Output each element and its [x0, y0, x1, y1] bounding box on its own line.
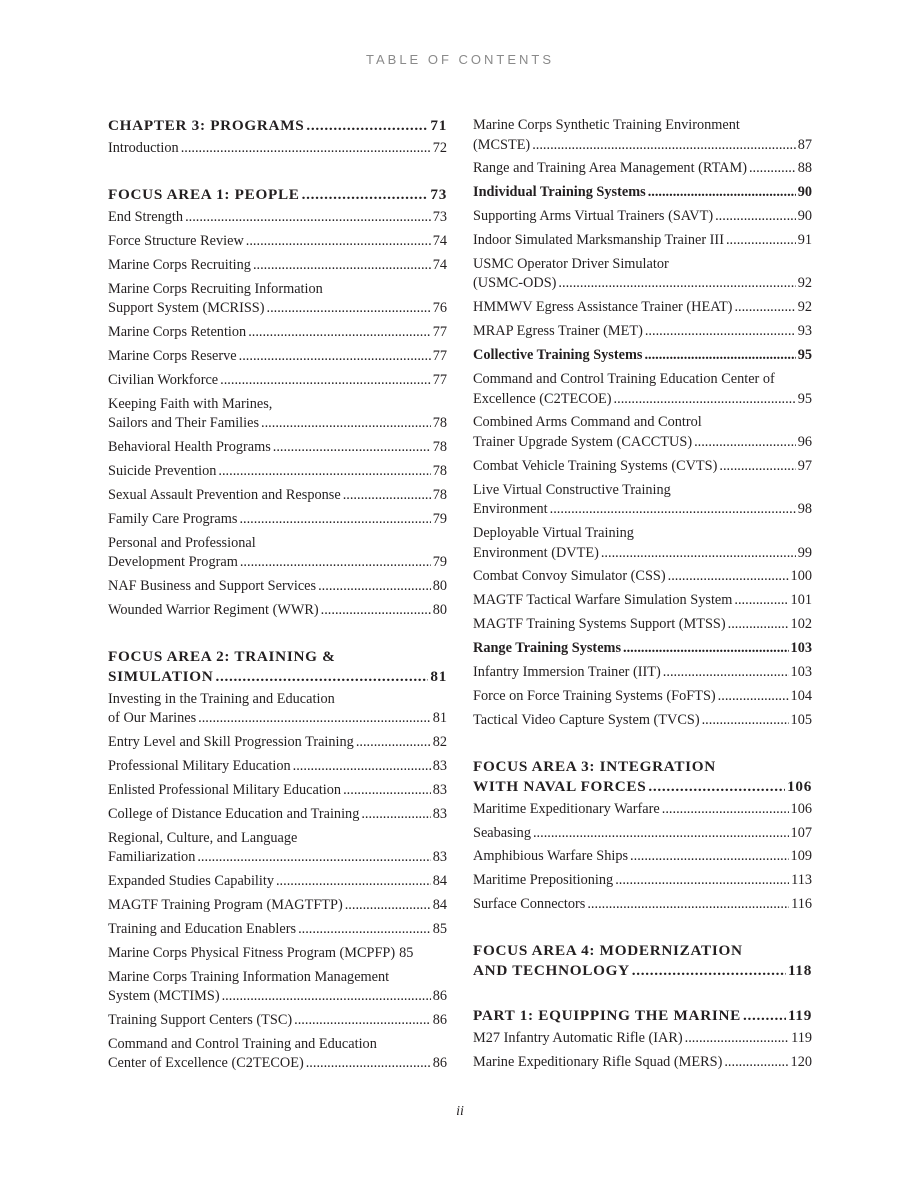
toc-entry[interactable]: [108, 438, 447, 458]
toc-subsection-heading[interactable]: [473, 346, 812, 366]
dot-leader: [246, 232, 431, 252]
dot-leader: [630, 847, 789, 867]
toc-entry-title: Combined Arms Command and Control: [473, 414, 702, 431]
toc-entry-title: Civilian Workforce: [108, 371, 219, 388]
toc-entry[interactable]: [473, 322, 812, 342]
toc-page-number: 90: [797, 208, 812, 225]
toc-section-heading[interactable]: [108, 116, 447, 136]
toc-entry-title: Trainer Upgrade System (CACCTUS): [473, 433, 693, 450]
toc-section-heading[interactable]: [473, 1006, 812, 1026]
toc-entry-title: Suicide Prevention: [108, 462, 217, 479]
toc-page-number: 86: [432, 1055, 447, 1072]
toc-entry-title: Environment: [473, 501, 548, 518]
toc-entry-title: Range and Training Area Management (RTAM): [473, 160, 747, 177]
toc-entry-title: Personal and Professional: [108, 534, 256, 551]
toc-page-number: 106: [787, 777, 812, 795]
toc-page-number: 119: [787, 1007, 812, 1025]
toc-page-number: 105: [790, 711, 812, 728]
toc-entry[interactable]: [473, 711, 812, 731]
toc-page-number: 99: [797, 544, 812, 561]
toc-entry-title: Amphibious Warfare Ships: [473, 848, 629, 865]
toc-entry-title: CHAPTER 3: PROGRAMS: [108, 117, 305, 134]
toc-entry[interactable]: [473, 413, 812, 452]
dot-leader: [601, 544, 796, 564]
toc-entry-title: FOCUS AREA 2: TRAINING &: [108, 647, 336, 665]
toc-section-heading[interactable]: [108, 647, 447, 687]
section-gap: [108, 625, 447, 647]
dot-leader: [724, 1053, 788, 1073]
toc-entry-title: FOCUS AREA 3: INTEGRATION: [473, 757, 716, 775]
toc-entry[interactable]: [473, 457, 812, 477]
dot-leader: [668, 567, 789, 587]
dot-leader: [532, 136, 796, 156]
toc-page-number: 77: [432, 371, 447, 388]
toc-entry-title: Marine Corps Recruiting Information: [108, 280, 323, 297]
toc-right-column: [473, 116, 812, 1077]
toc-entry[interactable]: [108, 577, 447, 597]
toc-entry-title: Familiarization: [108, 849, 196, 866]
toc-page-number: 78: [432, 486, 447, 503]
toc-page-number: 74: [432, 232, 447, 249]
toc-entry-title: Entry Level and Skill Progression Training: [108, 734, 354, 751]
dot-leader: [239, 347, 431, 367]
toc-entry-title: Indoor Simulated Marksmanship Trainer III: [473, 232, 724, 249]
toc-entry-title: Sailors and Their Families: [108, 415, 260, 432]
toc-entry-title: Professional Military Education: [108, 758, 291, 775]
toc-entry-title: Force on Force Training Systems (FoFTS): [473, 687, 716, 704]
dot-leader: [615, 871, 789, 891]
toc-entry-title: (MCSTE): [473, 136, 531, 153]
toc-page-number: 92: [797, 299, 812, 316]
toc-section-heading[interactable]: [473, 941, 812, 981]
dot-leader: [718, 687, 789, 707]
dot-leader: [240, 553, 431, 573]
toc-entry[interactable]: [473, 207, 812, 227]
toc-page-number: 90: [797, 184, 812, 201]
toc-entry[interactable]: [108, 805, 447, 825]
page-number: ii: [456, 1104, 464, 1119]
toc-page-number: 86: [432, 1012, 447, 1029]
toc-page-number: 95: [797, 390, 812, 407]
dot-leader: [558, 274, 795, 294]
toc-entry[interactable]: [108, 256, 447, 276]
dot-leader: [321, 601, 431, 621]
toc-entry[interactable]: [473, 871, 812, 891]
toc-entry[interactable]: [108, 323, 447, 343]
toc-page-number: 104: [790, 687, 812, 704]
dot-leader: [239, 510, 430, 530]
toc-entry-title: Marine Corps Physical Fitness Program (MCPFP): [108, 944, 396, 961]
toc-entry-title: Combat Vehicle Training Systems (CVTS): [473, 457, 718, 474]
dot-leader: [253, 256, 431, 276]
toc-entry-title: Live Virtual Constructive Training: [473, 481, 671, 498]
toc-entry-title: Wounded Warrior Regiment (WWR): [108, 601, 319, 618]
section-gap: [473, 919, 812, 941]
toc-entry[interactable]: [108, 920, 447, 940]
section-gap: [473, 735, 812, 757]
dot-leader: [743, 1006, 786, 1026]
toc-entry-title: Maritime Expeditionary Warfare: [473, 800, 660, 817]
toc-entry-title: Force Structure Review: [108, 232, 244, 249]
toc-entry-title: Center of Excellence (C2TECOE): [108, 1055, 304, 1072]
dot-leader: [197, 848, 430, 868]
toc-page-number: 77: [432, 323, 447, 340]
toc-entry[interactable]: [473, 591, 812, 611]
toc-entry[interactable]: [108, 733, 447, 753]
dot-leader: [298, 920, 431, 940]
dot-leader: [294, 1011, 431, 1031]
toc-entry-title: HMMWV Egress Assistance Trainer (HEAT): [473, 299, 733, 316]
toc-entry[interactable]: [473, 231, 812, 251]
toc-entry-title: AND TECHNOLOGY: [473, 962, 630, 980]
toc-entry[interactable]: [108, 208, 447, 228]
dot-leader: [702, 711, 789, 731]
toc-entry-title: PART 1: EQUIPPING THE MARINE: [473, 1007, 741, 1025]
dot-leader: [185, 208, 431, 228]
toc-page-number: 84: [432, 873, 447, 890]
toc-entry[interactable]: [108, 371, 447, 391]
toc-entry-title: End Strength: [108, 208, 184, 225]
dot-leader: [306, 1054, 431, 1074]
toc-entry-title: Marine Expeditionary Rifle Squad (MERS): [473, 1054, 723, 1071]
toc-entry[interactable]: [473, 524, 812, 563]
toc-page-number: 120: [790, 1054, 812, 1071]
toc-entry-title: Introduction: [108, 140, 179, 156]
toc-entry-title: Enlisted Professional Military Education: [108, 781, 342, 798]
toc-entry[interactable]: [473, 1053, 812, 1073]
toc-section-heading[interactable]: [473, 757, 812, 797]
toc-entry-title: Combat Convoy Simulator (CSS): [473, 568, 666, 585]
section-gap: [108, 163, 447, 185]
dot-leader: [734, 298, 795, 318]
dot-leader: [293, 757, 431, 777]
dot-leader: [648, 777, 785, 797]
toc-page-number: 103: [790, 640, 812, 657]
toc-page-number: 79: [432, 510, 447, 527]
toc-page-number: 106: [790, 800, 812, 817]
toc-page-number: 92: [797, 275, 812, 292]
toc-page-number: 86: [432, 988, 447, 1005]
dot-leader: [198, 709, 431, 729]
toc-entry-title: Maritime Prepositioning: [473, 872, 614, 889]
toc-entry[interactable]: [473, 847, 812, 867]
dot-leader: [267, 299, 431, 319]
toc-entry-title: Command and Control Training and Education: [108, 1035, 377, 1052]
toc-page-number: 93: [797, 323, 812, 340]
toc-entry[interactable]: [108, 1035, 447, 1074]
toc-entry[interactable]: [473, 615, 812, 635]
toc-entry[interactable]: [473, 1029, 812, 1049]
toc-entry-title: Seabasing: [473, 824, 531, 841]
toc-page-number: 76: [432, 300, 447, 317]
toc-entry-title: MAGTF Training Program (MAGTFTP): [108, 896, 343, 913]
toc-page-number: 95: [797, 347, 812, 364]
toc-entry[interactable]: [473, 370, 812, 409]
toc-entry-title: Training Support Centers (TSC): [108, 1012, 293, 1029]
dot-leader: [222, 987, 431, 1007]
toc-entry-title: Marine Corps Reserve: [108, 347, 237, 364]
dot-leader: [728, 615, 789, 635]
dot-leader: [215, 667, 428, 687]
toc-left-column: [108, 116, 447, 1078]
toc-entry-title: of Our Marines: [108, 710, 197, 727]
dot-leader: [273, 438, 431, 458]
dot-leader: [302, 185, 429, 205]
toc-page-number: 85: [399, 944, 414, 961]
toc-section-heading[interactable]: [108, 185, 447, 205]
dot-leader: [648, 183, 796, 203]
toc-page-number: 80: [432, 601, 447, 618]
toc-page-number: 119: [791, 1030, 812, 1047]
toc-entry[interactable]: [473, 800, 812, 820]
toc-page-number: 107: [790, 824, 812, 841]
toc-entry-title: Marine Corps Recruiting: [108, 256, 251, 273]
toc-entry-title: Keeping Faith with Marines,: [108, 395, 273, 412]
toc-page-number: 97: [797, 457, 812, 474]
toc-entry[interactable]: [108, 486, 447, 506]
toc-page-number: 101: [790, 592, 812, 609]
dot-leader: [550, 500, 796, 520]
toc-page-number: 118: [787, 962, 812, 980]
toc-entry-title: Marine Corps Retention: [108, 323, 247, 340]
toc-entry-title: MAGTF Tactical Warfare Simulation System: [473, 592, 733, 609]
dot-leader: [248, 323, 431, 343]
toc-page-number: 116: [791, 896, 812, 913]
toc-entry-title: (USMC-ODS): [473, 275, 557, 292]
toc-entry[interactable]: [108, 757, 447, 777]
toc-entry-title: Regional, Culture, and Language: [108, 829, 298, 846]
toc-entry-title: Supporting Arms Virtual Trainers (SAVT): [473, 208, 714, 225]
toc-entry[interactable]: [108, 968, 447, 1007]
toc-entry-title: WITH NAVAL FORCES: [473, 777, 647, 795]
toc-entry-title: Support System (MCRISS): [108, 300, 265, 317]
toc-entry-title: Development Program: [108, 554, 238, 571]
toc-page-number: 73: [432, 208, 447, 225]
toc-page-number: 73: [430, 185, 447, 203]
toc-entry-title: Marine Corps Training Information Management: [108, 968, 390, 985]
toc-subsection-heading[interactable]: [473, 183, 812, 203]
toc-entry[interactable]: [473, 663, 812, 683]
toc-entry-title: Infantry Immersion Trainer (IIT): [473, 664, 661, 681]
dot-leader: [533, 824, 789, 844]
dot-leader: [220, 371, 431, 391]
toc-entry[interactable]: [473, 481, 812, 520]
toc-entry-title: NAF Business and Support Services: [108, 577, 317, 594]
toc-entry[interactable]: [473, 255, 812, 294]
dot-leader: [644, 346, 795, 366]
toc-page-number: 91: [797, 232, 812, 249]
toc-entry-title: Command and Control Training Education Center of: [473, 371, 775, 388]
toc-entry[interactable]: [108, 510, 447, 530]
dot-leader: [343, 486, 431, 506]
toc-entry-title: Expanded Studies Capability: [108, 873, 274, 890]
toc-page-number: 100: [790, 568, 812, 585]
toc-page-number: 113: [791, 872, 812, 889]
dot-leader: [181, 139, 431, 159]
toc-entry-title: SIMULATION: [108, 667, 214, 685]
toc-entry-title: Individual Training Systems: [473, 184, 646, 201]
dot-leader: [276, 872, 431, 892]
toc-page-number: 96: [797, 433, 812, 450]
toc-entry[interactable]: [108, 1011, 447, 1031]
toc-entry-title: Excellence (C2TECOE): [473, 390, 612, 407]
toc-entry-title: FOCUS AREA 1: PEOPLE: [108, 185, 300, 203]
toc-page-number: 83: [432, 805, 447, 822]
toc-entry-title: Sexual Assault Prevention and Response: [108, 486, 341, 503]
toc-entry-title: Tactical Video Capture System (TVCS): [473, 711, 700, 728]
toc-page-number: 102: [790, 616, 812, 633]
toc-entry[interactable]: [473, 298, 812, 318]
toc-entry[interactable]: [108, 944, 447, 964]
dot-leader: [318, 577, 431, 597]
toc-entry[interactable]: [473, 824, 812, 844]
dot-leader: [719, 457, 795, 477]
toc-page-number: 72: [432, 140, 447, 156]
toc-entry-title: Range Training Systems: [473, 640, 622, 657]
dot-leader: [715, 207, 796, 227]
toc-page-number: 79: [432, 554, 447, 571]
toc-entry-title: Marine Corps Synthetic Training Environment: [473, 117, 740, 133]
toc-page-number: 84: [432, 896, 447, 913]
toc-entry[interactable]: [108, 872, 447, 892]
toc-page-number: 83: [432, 781, 447, 798]
toc-page-number: 80: [432, 577, 447, 594]
dot-leader: [632, 961, 786, 981]
toc-entry[interactable]: [108, 280, 447, 319]
toc-entry[interactable]: [108, 139, 447, 159]
toc-entry-title: USMC Operator Driver Simulator: [473, 255, 669, 272]
toc-page-number: 78: [432, 462, 447, 479]
toc-entry-title: Investing in the Training and Education: [108, 690, 335, 707]
dot-leader: [726, 231, 796, 251]
toc-entry[interactable]: [108, 690, 447, 729]
toc-page-number: 71: [430, 117, 447, 134]
toc-entry-title: Deployable Virtual Training: [473, 525, 634, 542]
dot-leader: [645, 322, 796, 342]
toc-entry[interactable]: [108, 896, 447, 916]
toc-entry[interactable]: [108, 232, 447, 252]
toc-entry-title: MAGTF Training Systems Support (MTSS): [473, 616, 726, 633]
toc-entry-title: M27 Infantry Automatic Rifle (IAR): [473, 1030, 683, 1047]
dot-leader: [361, 805, 430, 825]
dot-leader: [614, 390, 796, 410]
dot-leader: [694, 433, 796, 453]
toc-entry[interactable]: [473, 895, 812, 915]
toc-entry-title: Family Care Programs: [108, 510, 238, 527]
dot-leader: [345, 896, 431, 916]
dot-leader: [734, 591, 788, 611]
dot-leader: [261, 414, 431, 434]
toc-entry-title: College of Distance Education and Training: [108, 805, 360, 822]
dot-leader: [623, 639, 789, 659]
toc-page-number: 87: [797, 136, 812, 153]
toc-subsection-heading[interactable]: [473, 639, 812, 659]
toc-page-number: 82: [432, 734, 447, 751]
toc-entry-title: System (MCTIMS): [108, 988, 220, 1005]
toc-entry-title: Environment (DVTE): [473, 544, 599, 561]
toc-entry-title: Training and Education Enablers: [108, 920, 297, 937]
toc-entry-title: MRAP Egress Trainer (MET): [473, 323, 643, 340]
toc-page-number: 85: [432, 920, 447, 937]
dot-leader: [343, 781, 431, 801]
toc-page-number: 81: [432, 710, 447, 727]
toc-entry[interactable]: [473, 687, 812, 707]
toc-entry[interactable]: [108, 829, 447, 868]
toc-entry[interactable]: [473, 159, 812, 179]
toc-page-number: 88: [797, 160, 812, 177]
toc-entry-title: Surface Connectors: [473, 896, 586, 913]
dot-leader: [663, 663, 789, 683]
toc-entry[interactable]: [473, 116, 812, 155]
toc-page-number: 83: [432, 758, 447, 775]
toc-page-number: 81: [430, 667, 447, 685]
toc-entry[interactable]: [108, 395, 447, 434]
dot-leader: [685, 1029, 789, 1049]
toc-page-number: 78: [432, 415, 447, 432]
dot-leader: [587, 895, 789, 915]
toc-entry-title: FOCUS AREA 4: MODERNIZATION: [473, 942, 743, 960]
toc-page-number: 77: [432, 347, 447, 364]
section-gap: [473, 984, 812, 1006]
toc-page-number: 78: [432, 439, 447, 456]
toc-entry[interactable]: [108, 601, 447, 621]
toc-entry[interactable]: [108, 462, 447, 482]
toc-entry[interactable]: [108, 534, 447, 573]
toc-page-number: 109: [790, 848, 812, 865]
toc-entry[interactable]: [108, 781, 447, 801]
dot-leader: [356, 733, 431, 753]
toc-entry-title: Collective Training Systems: [473, 347, 643, 364]
dot-leader: [749, 159, 796, 179]
dot-leader: [306, 116, 428, 136]
toc-entry-title: Behavioral Health Programs: [108, 439, 271, 456]
toc-page-number: 74: [432, 256, 447, 273]
toc-entry[interactable]: [108, 347, 447, 367]
dot-leader: [662, 800, 789, 820]
toc-page-number: 83: [432, 849, 447, 866]
dot-leader: [218, 462, 430, 482]
running-header: TABLE OF CONTENTS: [366, 52, 554, 67]
toc-page-number: 98: [797, 501, 812, 518]
toc-entry[interactable]: [473, 567, 812, 587]
toc-page-number: 103: [790, 664, 812, 681]
